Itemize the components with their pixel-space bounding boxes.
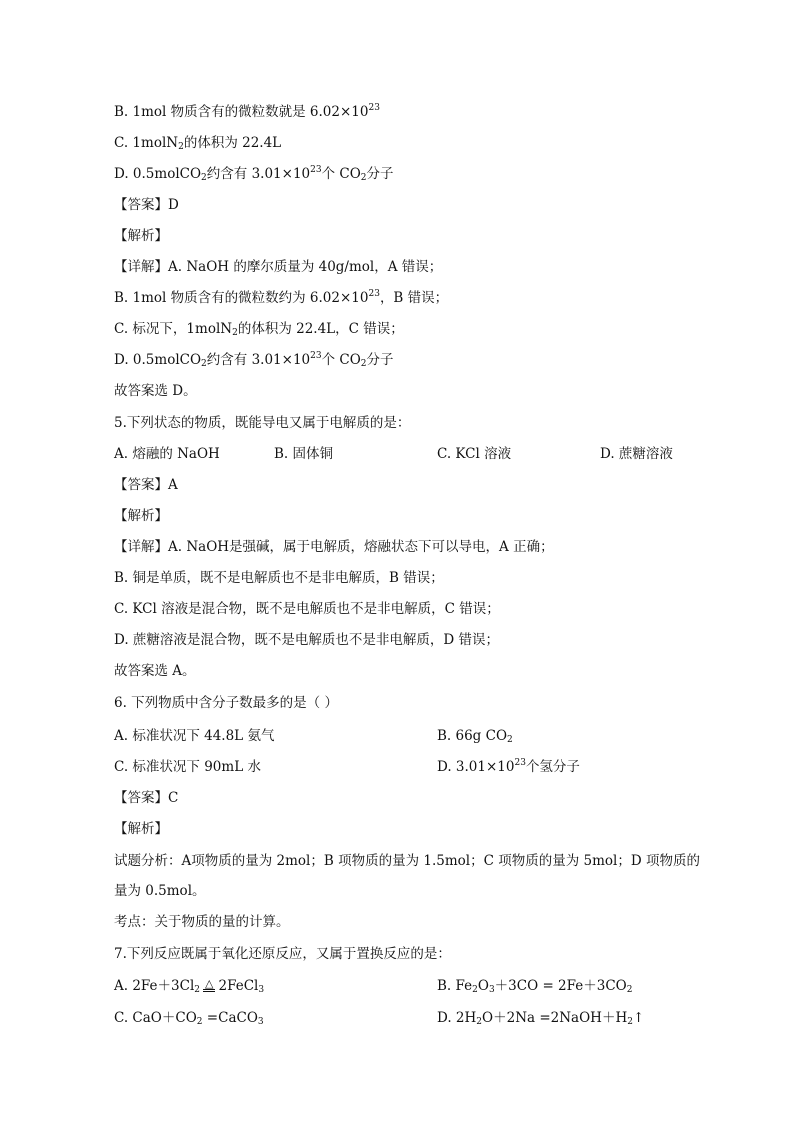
q5-option-a: A. 熔融的 NaOH [114, 446, 220, 462]
q6-analysis-line1: 试题分析：A项物质的量为 2mol；B 项物质的量为 1.5mol；C 项物质的量为 5mol；D 项物质的 [114, 853, 700, 869]
q6-analysis-heading: 【解析】 [114, 821, 168, 837]
heating-condition-symbol: △ [205, 977, 214, 990]
q7-option-d: D. $2H_2O+2Na$ $=2NaOH+H_2↑$ [437, 1010, 645, 1027]
q5-detail-d: D. 蔗糖溶液是混合物，既不是电解质也不是非电解质，D 错误； [114, 632, 500, 648]
gas-arrow-icon: ↑ [632, 1010, 645, 1026]
q6-option-d: D. $3.01\times 10^{23}$个氢分子 [437, 758, 580, 775]
q4-detail-d: D. 0.5molCO$_2$约含有 $3.01\times 10^{23}$个 $CO_2$分子 [114, 351, 394, 369]
q4-option-d: D. 0.5molCO$_2$约含有 $3.01\times 10^{23}$个 $CO_2$分子 [114, 165, 394, 183]
q6-option-a: A. 标准状况下 44.8L 氨气 [114, 728, 275, 744]
q5-option-d: D. 蔗糖溶液 [600, 446, 673, 462]
q4-detail-c: C. 标况下，1molN$_2$的体积为 22.4L，C 错误； [114, 321, 404, 338]
q5-conclusion: 故答案选 A。 [114, 663, 196, 679]
q6-knowledge-point: 考点：关于物质的量的计算。 [114, 914, 290, 930]
q5-analysis-heading: 【解析】 [114, 508, 168, 524]
q6-stem: 6. 下列物质中含分子数最多的是（ ） [114, 695, 338, 711]
q7-option-c: C. $CaO+CO_2$ =CaCO$_3$ [114, 1010, 264, 1027]
q4-answer: 【答案】D [114, 197, 179, 213]
q6-answer: 【答案】C [114, 790, 179, 806]
q5-answer: 【答案】A [114, 477, 178, 493]
q6-option-c: C. 标准状况下 90mL 水 [114, 759, 261, 775]
q4-option-c: C. 1molN$_2$的体积为 22.4L [114, 135, 282, 152]
q6-analysis-line2: 量为 0.5mol。 [114, 883, 206, 899]
q4-conclusion: 故答案选 D。 [114, 383, 197, 399]
q5-stem: 5.下列状态的物质，既能导电又属于电解质的是： [114, 415, 411, 431]
q5-option-b: B. 固体铜 [274, 446, 334, 462]
q5-option-c: C. KCl 溶液 [437, 446, 512, 462]
q5-detail-c: C. KCl 溶液是混合物，既不是电解质也不是非电解质，C 错误； [114, 601, 500, 617]
q7-option-a: A. $2Fe+3Cl_2$ △ 2FeCl$_3$ [114, 977, 265, 995]
q4-detail-b: B. 1mol 物质含有的微粒数约为 $6.02\times 10^{23}$，B 错误； [114, 289, 449, 306]
q6-option-b: B. 66g $CO_2$ [437, 728, 513, 745]
q7-stem: 7.下列反应既属于氧化还原反应，又属于置换反应的是： [114, 946, 451, 962]
q7-option-b: B. $Fe_2O_3+3CO = 2Fe+3CO_2$ [437, 978, 633, 995]
q4-detail-a: 【详解】A. NaOH 的摩尔质量为 40g/mol，A 错误； [114, 259, 443, 275]
q4-option-b: B. 1mol 物质含有的微粒数就是 $6.02\times 10^{23}$ [114, 103, 380, 120]
q5-detail-b: B. 铜是单质，既不是电解质也不是非电解质，B 错误； [114, 570, 444, 586]
q5-detail-a: 【详解】A. NaOH是强碱，属于电解质，熔融状态下可以导电，A 正确； [114, 539, 554, 555]
q4-analysis-heading: 【解析】 [114, 228, 168, 244]
